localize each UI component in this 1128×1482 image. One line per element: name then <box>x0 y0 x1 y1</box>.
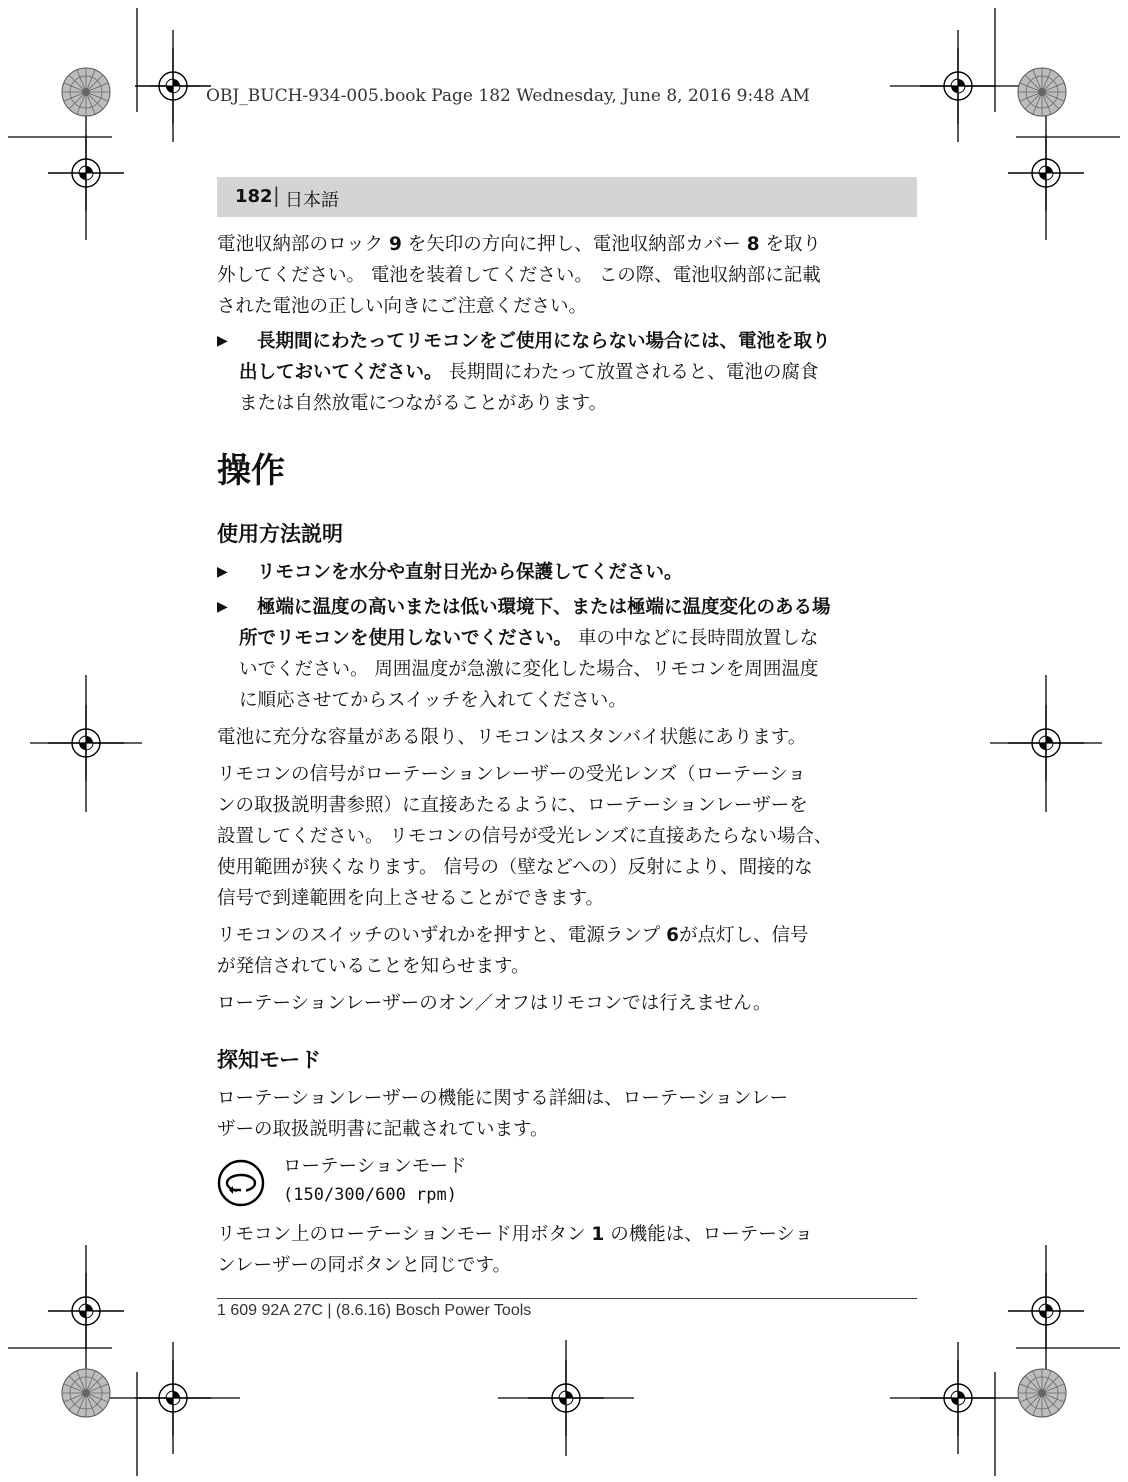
page-content <box>217 229 937 1281</box>
warning-bold-text: 出しておいてください。 <box>239 362 443 383</box>
bullet-text: に順応させてからスイッチを入れてください。 <box>239 690 627 711</box>
bullet-triangle-icon: ▶ <box>217 333 228 349</box>
bullet-bold-text: 極端に温度の高いまたは低い環境下、または極端に温度変化のある場 <box>257 597 831 618</box>
usage-bullet-2 <box>217 592 937 716</box>
onoff-paragraph: ローテーションレーザーのオン／オフはリモコンでは行えません。 <box>217 993 772 1014</box>
bullet-triangle-icon: ▶ <box>217 599 228 615</box>
usage-heading: 使用方法説明 <box>217 522 343 546</box>
mode-desc-line: ンレーザーの同ボタンと同じです。 <box>217 1255 512 1276</box>
print-info-line: OBJ_BUCH-934-005.book Page 182 Wednesday, June 8, 2016 9:48 AM <box>206 86 810 106</box>
mode-rpm: (150/300/600 rpm) <box>283 1185 457 1205</box>
ref-number: 9 <box>389 234 402 255</box>
header-language: 日本語 <box>285 190 339 211</box>
detect-heading: 探知モード <box>217 1048 322 1072</box>
header-separator: | <box>273 183 280 207</box>
signal-line: ンの取扱説明書参照）に直接あたるように、ローテーションレーザーを <box>217 795 808 816</box>
page-number: 182 <box>235 186 273 207</box>
switch-paragraph <box>217 920 937 982</box>
warning-text: 長期間にわたって放置されると、電池の腐食 <box>442 362 819 383</box>
mode-desc-text: の機能は、ローテーショ <box>610 1224 813 1245</box>
mode-desc-text: リモコン上のローテーションモード用ボタン <box>217 1224 586 1245</box>
detect-line: ローテーションレーザーの機能に関する詳細は、ローテーションレー <box>217 1088 789 1109</box>
bullet-text: いでください。 周囲温度が急激に変化した場合、リモコンを周囲温度 <box>239 659 819 680</box>
warning-text: または自然放電につながることがあります。 <box>239 393 608 414</box>
usage-bullet-1 <box>217 557 937 588</box>
intro-paragraph <box>217 229 937 322</box>
signal-paragraph <box>217 759 937 914</box>
ref-number: 6 <box>666 925 680 946</box>
warning-bold-text: 長期間にわたってリモコンをご使用にならない場合には、電池を取り <box>257 331 831 352</box>
signal-line: 設置してください。 リモコンの信号が受光レンズに直接あたらない場合、 <box>217 826 833 847</box>
page-footer: 1 609 92A 27C | (8.6.16) Bosch Power Tools <box>217 1302 532 1319</box>
intro-text: 電池収納部のロック <box>217 234 384 255</box>
detect-paragraph <box>217 1083 937 1145</box>
bullet-bold-text: 所でリモコンを使用しないでください。 <box>239 628 573 649</box>
mode-title: ローテーションモード <box>283 1156 467 1177</box>
mode-description <box>217 1219 937 1281</box>
rotation-mode-icon <box>217 1159 265 1207</box>
page-header <box>217 177 917 217</box>
battery-warning-bullet <box>217 326 937 419</box>
bullet-bold-text: リモコンを水分や直射日光から保護してください。 <box>257 562 683 583</box>
rotation-mode-block <box>217 1153 937 1213</box>
ref-number: 1 <box>591 1224 605 1245</box>
intro-line: された電池の正しい向きにご注意ください。 <box>217 296 588 317</box>
intro-line: 外してください。 電池を装着してください。 この際、電池収納部に記載 <box>217 265 821 286</box>
signal-line: リモコンの信号がローテーションレーザーの受光レンズ（ローテーショ <box>217 764 807 785</box>
switch-text: が点灯し、信号 <box>679 925 809 946</box>
bullet-triangle-icon: ▶ <box>217 564 228 580</box>
footer-divider <box>217 1298 917 1299</box>
detect-line: ザーの取扱説明書に記載されています。 <box>217 1119 549 1140</box>
bullet-text: 車の中などに長時間放置しな <box>572 628 819 649</box>
signal-line: 使用範囲が狭くなります。 信号の（壁などへの）反射により、間接的な <box>217 857 813 878</box>
switch-line: が発信されていることを知らせます。 <box>217 956 530 977</box>
intro-text: を取り <box>765 234 821 255</box>
switch-text: リモコンのスイッチのいずれかを押すと、電源ランプ <box>217 925 661 946</box>
ref-number: 8 <box>746 234 760 255</box>
signal-line: 信号で到達範囲を向上させることができます。 <box>217 888 605 909</box>
standby-paragraph: 電池に充分な容量がある限り、リモコンはスタンバイ状態にあります。 <box>217 727 807 748</box>
section-title: 操作 <box>217 451 285 491</box>
intro-text: を矢印の方向に押し、電池収納部カバー <box>407 234 741 255</box>
